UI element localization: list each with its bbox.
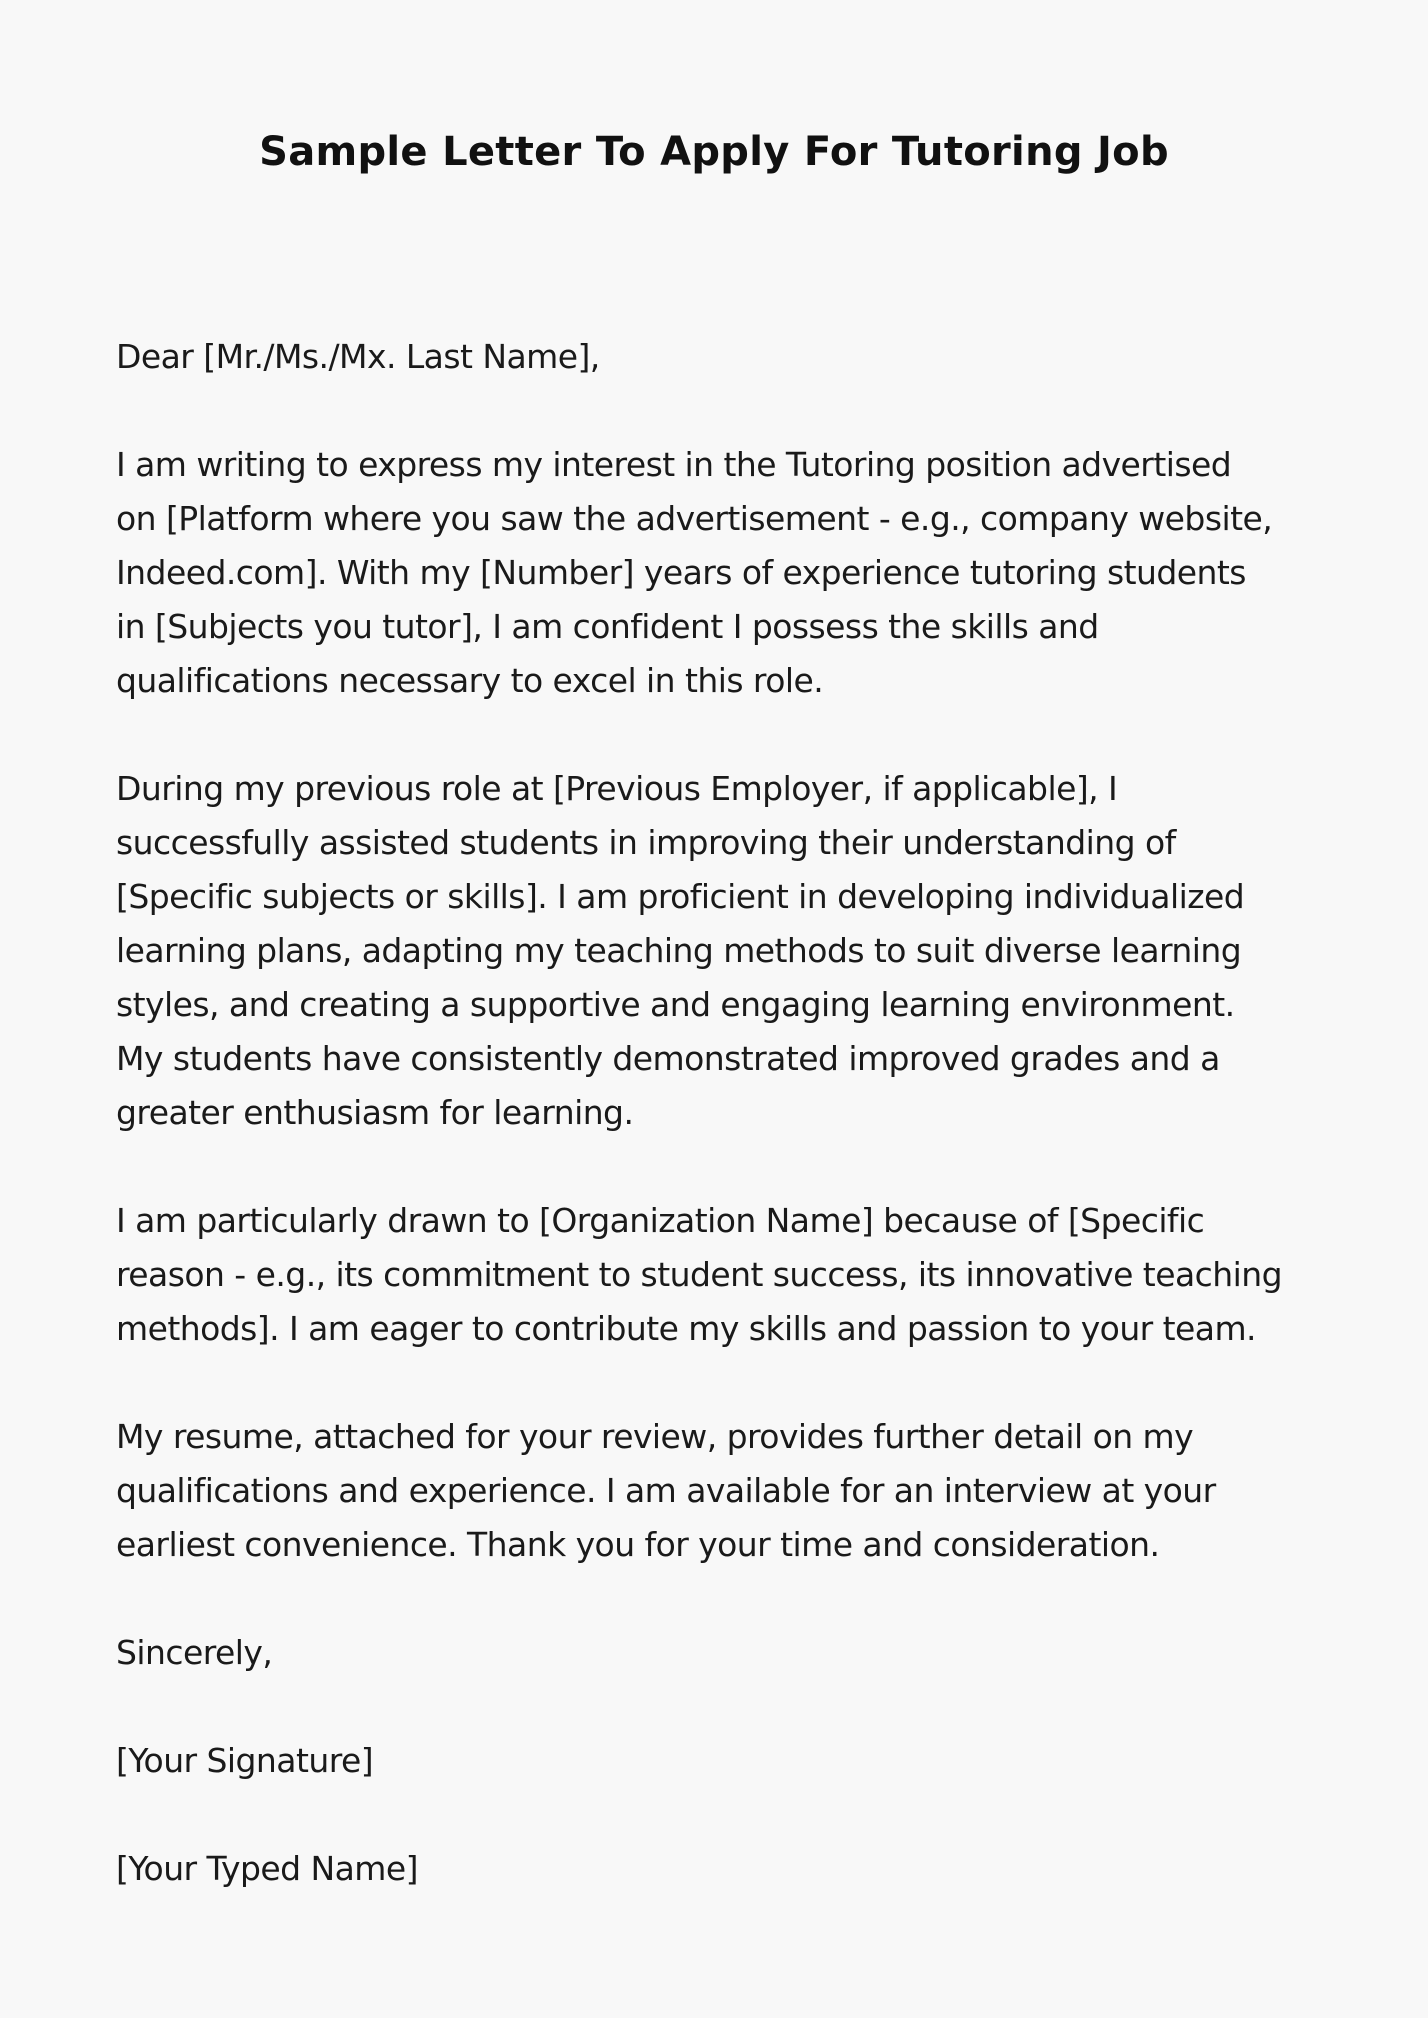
text-line: My resume, attached for your review, provides further detail on my [116,1417,1194,1456]
text-line: on [Platform where you saw the advertisement - e.g., company website, [116,499,1273,538]
text-line: [Specific subjects or skills]. I am proficient in developing individualized [116,877,1245,916]
text-line: Indeed.com]. With my [Number] years of experience tutoring students [116,553,1246,592]
text-line: successfully assisted students in improving their understanding of [116,823,1176,862]
text-line: I am writing to express my interest in the Tutoring position advertised [116,445,1232,484]
text-line: in [Subjects you tutor], I am confident I possess the skills and [116,607,1099,646]
text-line: earliest convenience. Thank you for your time and consideration. [116,1525,1160,1564]
signature: [Your Signature] [116,1741,374,1780]
paragraph-resume [116,1410,1356,1572]
paragraph-intro [116,438,1356,708]
text-line: My students have consistently demonstrated improved grades and a [116,1039,1220,1078]
text-line: methods]. I am eager to contribute my skills and passion to your team. [116,1309,1256,1348]
paragraph-organization [116,1194,1356,1356]
salutation: Dear [Mr./Ms./Mx. Last Name], [116,337,600,376]
text-line: reason - e.g., its commitment to student success, its innovative teaching [116,1255,1282,1294]
text-line: I am particularly drawn to [Organization Name] because of [Specific [116,1201,1205,1240]
text-line: greater enthusiasm for learning. [116,1093,634,1132]
letter-body [116,330,1356,1896]
text-line: learning plans, adapting my teaching methods to suit diverse learning [116,931,1242,970]
text-line: styles, and creating a supportive and engaging learning environment. [116,985,1235,1024]
text-line: During my previous role at [Previous Employer, if applicable], I [116,769,1118,808]
paragraph-experience [116,762,1356,1140]
text-line: qualifications and experience. I am available for an interview at your [116,1471,1216,1510]
page-title: Sample Letter To Apply For Tutoring Job [259,129,1169,175]
closing: Sincerely, [116,1633,273,1672]
text-line: qualifications necessary to excel in this role. [116,661,824,700]
typed-name: [Your Typed Name] [116,1849,418,1888]
